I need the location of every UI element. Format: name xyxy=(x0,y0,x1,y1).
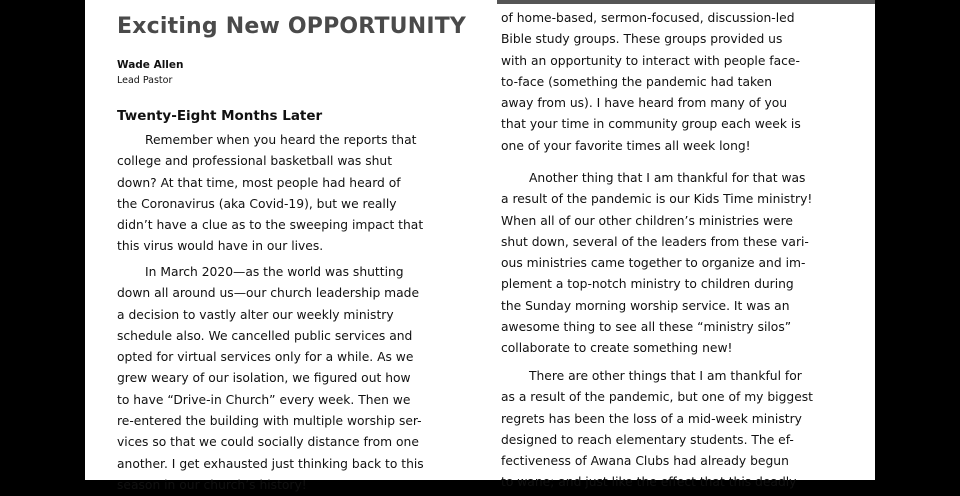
text-line: In March 2020—as the world was shutting xyxy=(145,265,404,279)
text-line: collaborate to create something new! xyxy=(501,341,733,356)
text-line: to-face (something the pandemic had taken xyxy=(501,74,773,89)
text-line: one of your favorite times all week long! xyxy=(501,138,751,153)
text-line: fectiveness of Awana Clubs had already begun xyxy=(501,454,789,469)
text-line: awesome thing to see all these “ministry silos” xyxy=(501,320,792,335)
text-line: didn’t have a clue as to the sweeping impact that xyxy=(117,218,424,233)
text-line: of home-based, sermon-focused, discussion-led xyxy=(501,11,795,25)
right-paragraph-1 xyxy=(501,8,801,157)
text-line: Bible study groups. These groups provided us xyxy=(501,32,783,47)
text-line: When all of our other children’s ministries were xyxy=(501,213,793,228)
article-subhead: Twenty-Eight Months Later xyxy=(117,108,323,124)
text-line: down all around us—our church leadership made xyxy=(117,286,420,301)
text-line: Another thing that I am thankful for that was xyxy=(529,171,806,185)
newsletter-page xyxy=(85,0,875,492)
text-line: schedule also. We cancelled public services and xyxy=(117,328,413,343)
text-line: this virus would have in our lives. xyxy=(117,239,324,254)
text-line: designed to reach elementary students. The ef- xyxy=(501,432,794,447)
text-line: another. I get exhausted just thinking back to this xyxy=(117,456,424,471)
text-line: ous ministries came together to organize and im- xyxy=(501,256,806,271)
text-line: a result of the pandemic is our Kids Time ministry! xyxy=(501,192,813,207)
text-line: vices so that we could socially distance from one xyxy=(117,435,419,450)
top-rule-divider xyxy=(497,0,875,4)
left-paragraph-1 xyxy=(117,130,423,258)
text-line: There are other things that I am thankful for xyxy=(529,369,802,383)
text-line: away from us). I have heard from many of you xyxy=(501,96,788,111)
text-line: plement a top-notch ministry to children during xyxy=(501,277,794,292)
text-line: opted for virtual services only for a while. As we xyxy=(117,350,414,365)
right-paragraph-3 xyxy=(501,366,813,494)
text-line: grew weary of our isolation, we figured out how xyxy=(117,371,411,386)
text-line: shut down, several of the leaders from these vari- xyxy=(501,234,809,249)
author-role: Lead Pastor xyxy=(117,75,173,86)
author-name: Wade Allen xyxy=(117,59,184,71)
text-line: to have “Drive-in Church” every week. Then we xyxy=(117,392,411,407)
text-line: the Coronavirus (aka Covid-19), but we really xyxy=(117,196,397,211)
text-line: that your time in community group each week is xyxy=(501,117,801,132)
text-line: to wane; and just like the effect that this deadly xyxy=(501,475,797,490)
text-line: as a result of the pandemic, but one of my biggest xyxy=(501,390,813,405)
article-title: Exciting New OPPORTUNITY xyxy=(117,14,467,39)
text-line: Remember when you heard the reports that xyxy=(145,133,417,147)
text-line: season in our church’s history! xyxy=(117,477,307,492)
text-line: college and professional basketball was shut xyxy=(117,154,393,169)
text-line: a decision to vastly alter our weekly ministry xyxy=(117,307,394,322)
text-line: with an opportunity to interact with people face- xyxy=(501,53,800,68)
right-paragraph-2 xyxy=(501,168,812,360)
text-line: regrets has been the loss of a mid-week ministry xyxy=(501,411,802,426)
text-line: down? At that time, most people had heard of xyxy=(117,175,401,190)
text-line: the Sunday morning worship service. It was an xyxy=(501,298,790,313)
left-paragraph-2 xyxy=(117,262,424,496)
text-line: re-entered the building with multiple worship ser- xyxy=(117,414,422,429)
